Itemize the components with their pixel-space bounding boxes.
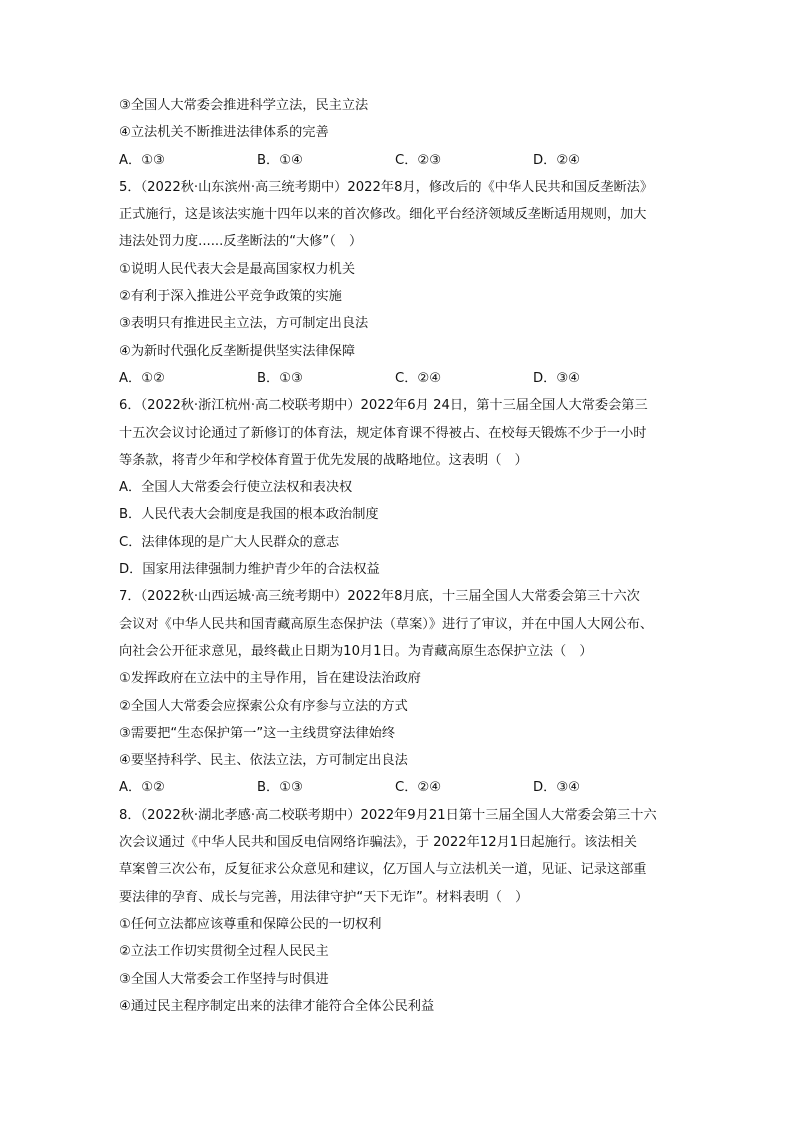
q5-option-d: D．③④	[533, 370, 580, 386]
q8-item-1: ①任何立法都应该尊重和保障公民的一切权利	[119, 916, 382, 932]
q7-item-3: ③需要把“生态保护第一”这一主线贯穿法律始终	[119, 725, 396, 741]
q5-stem-line-3: 违法处罚力度......反垄断法的“大修”（ ）	[119, 234, 363, 250]
q7-option-b: B．①③	[257, 780, 303, 796]
q5-option-a: A．①②	[119, 370, 165, 386]
q5-option-b: B．①③	[257, 370, 303, 386]
q7-item-4: ④要坚持科学、民主、依法立法，方可制定出良法	[119, 753, 408, 769]
q6-choice-b: B．人民代表大会制度是我国的根本政治制度	[119, 507, 379, 523]
q4-item-4: ④立法机关不断推进法律体系的完善	[119, 125, 329, 141]
q8-stem-line-2: 次会议通过《中华人民共和国反电信网络诈骗法》，于 2022年12月1日起施行。该法相关	[119, 835, 637, 851]
q8-item-4: ④通过民主程序制定出来的法律才能符合全体公民利益	[119, 998, 435, 1014]
q6-stem-line-1: 6．（2022秋·浙江杭州·高二校联考期中）2022年6月 24日，第十三届全国人大常委会第三	[119, 398, 648, 414]
q7-stem-line-2: 会议对《中华人民共和国青藏高原生态保护法（草案）》进行了审议，并在中国人大网公布、	[119, 616, 654, 632]
q4-item-3: ③全国人大常委会推进科学立法，民主立法	[119, 98, 369, 113]
q5-item-1: ①说明人民代表大会是最高国家权力机关	[119, 261, 356, 277]
q7-options	[119, 774, 689, 801]
q4-option-b: B．①④	[257, 152, 303, 168]
q6-stem-line-3: 等条款，将青少年和学校体育置于优先发展的战略地位。这表明（ ）	[119, 452, 528, 468]
q7-option-d: D．③④	[533, 780, 580, 796]
q8-item-2: ②立法工作切实贯彻全过程人民民主	[119, 944, 329, 960]
q7-item-1: ①发挥政府在立法中的主导作用，旨在建设法治政府	[119, 671, 421, 687]
q6-choice-a: A．全国人大常委会行使立法权和表决权	[119, 480, 353, 496]
q7-item-2: ②全国人大常委会应探索公众有序参与立法的方式	[119, 698, 408, 714]
q4-options	[119, 147, 689, 174]
q8-stem-line-1: 8．（2022秋·湖北孝感·高二校联考期中）2022年9月21日第十三届全国人大常委会第三十六	[119, 807, 657, 823]
q4-option-c: C．②③	[395, 152, 442, 168]
q7-option-a: A．①②	[119, 780, 165, 796]
q7-stem-line-3: 向社会公开征求意见，最终截止日期为10月1日。为青藏高原生态保护立法（ ）	[119, 643, 593, 659]
q7-option-c: C．②④	[395, 780, 442, 796]
q8-item-3: ③全国人大常委会工作坚持与时俱进	[119, 971, 329, 987]
q5-item-4: ④为新时代强化反垄断提供坚实法律保障	[119, 343, 356, 359]
q6-stem-line-2: 十五次会议讨论通过了新修订的体育法，规定体育课不得被占、在校每天锻炼不少于一小时	[119, 425, 647, 441]
q4-option-d: D．②④	[533, 152, 580, 168]
q5-item-2: ②有利于深入推进公平竞争政策的实施	[119, 289, 342, 305]
q8-stem-line-3: 草案曾三次公布，反复征求公众意见和建议，亿万国人与立法机关一道，见证、记录这部重	[119, 862, 647, 878]
q5-options	[119, 365, 689, 392]
q7-stem-line-1: 7．（2022秋·山西运城·高三统考期中）2022年8月底，十三届全国人大常委会第三十六次	[119, 589, 640, 605]
q6-choice-d: D．国家用法律强制力维护青少年的合法权益	[119, 562, 380, 578]
q5-item-3: ③表明只有推进民主立法，方可制定出良法	[119, 316, 369, 332]
page-content	[119, 92, 689, 1020]
q5-option-c: C．②④	[395, 370, 442, 386]
q4-option-a: A．①③	[119, 152, 165, 168]
q6-choice-c: C．法律体现的是广大人民群众的意志	[119, 534, 340, 550]
q5-stem-line-2: 正式施行，这是该法实施十四年以来的首次修改。细化平台经济领域反垄断适用规则，加大	[119, 207, 647, 223]
q5-stem-line-1: 5．（2022秋·山东滨州·高三统考期中）2022年8月，修改后的《中华人民共和国反垄断法》	[119, 179, 654, 195]
q8-stem-line-4: 要法律的孕育、成长与完善，用法律守护“天下无诈”。材料表明（ ）	[119, 889, 529, 905]
